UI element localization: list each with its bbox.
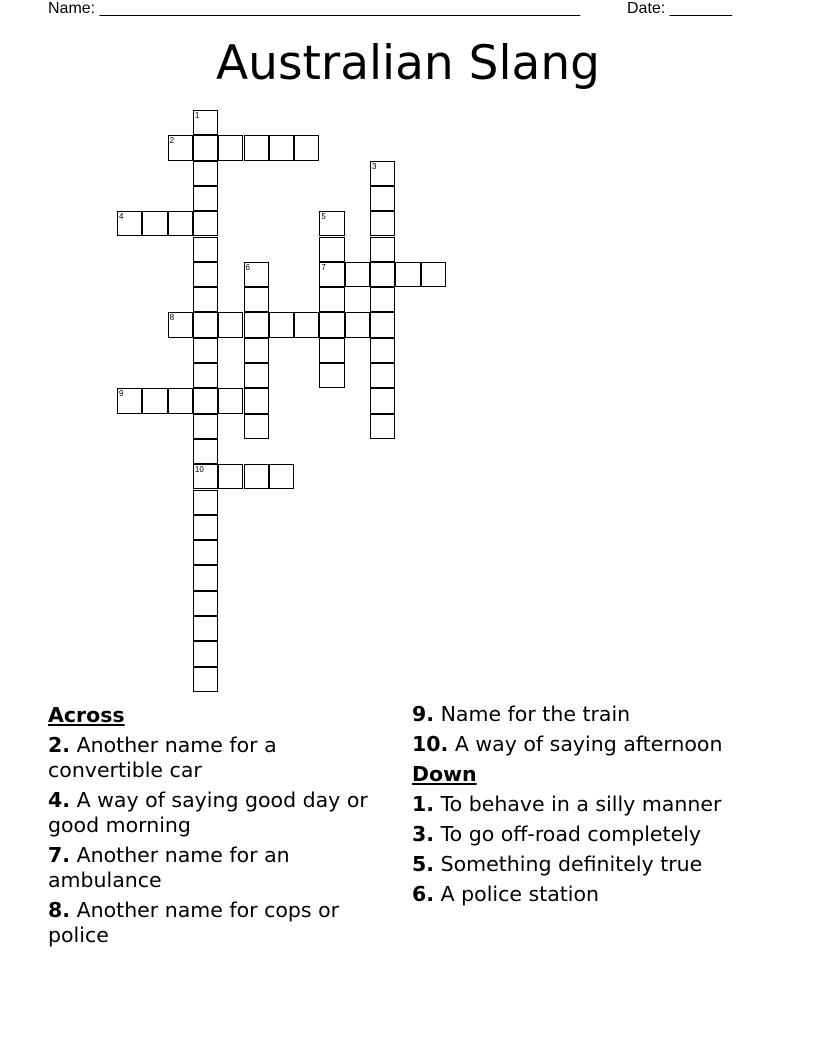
crossword-cell[interactable] <box>294 135 319 160</box>
crossword-cell[interactable] <box>294 312 319 337</box>
crossword-cell[interactable] <box>218 464 243 489</box>
clue-text: Another name for cops or police <box>48 898 340 947</box>
cell-number: 5 <box>321 212 326 222</box>
crossword-cell[interactable] <box>370 262 395 287</box>
crossword-cell[interactable] <box>117 388 142 413</box>
crossword-cell[interactable] <box>193 667 218 692</box>
clue-number: 7. <box>48 843 71 867</box>
crossword-cell[interactable] <box>168 135 193 160</box>
crossword-cell[interactable] <box>370 338 395 363</box>
clue-text: A way of saying good day or good morning <box>48 788 368 837</box>
clue-across-9 <box>412 702 752 727</box>
crossword-cell[interactable] <box>193 540 218 565</box>
cell-number: 2 <box>169 136 175 146</box>
crossword-cell[interactable] <box>218 135 243 160</box>
clue-across-4 <box>48 788 388 838</box>
crossword-cell[interactable] <box>244 414 269 439</box>
crossword-cell[interactable] <box>244 287 269 312</box>
crossword-cell[interactable] <box>193 616 218 641</box>
crossword-cell[interactable] <box>244 388 269 413</box>
crossword-cell[interactable] <box>193 464 218 489</box>
crossword-cell[interactable] <box>395 262 420 287</box>
crossword-cell[interactable] <box>269 312 294 337</box>
clue-across-10 <box>412 732 752 757</box>
clues-left-column <box>48 702 388 953</box>
crossword-cell[interactable] <box>193 312 218 337</box>
clue-text: Name for the train <box>440 702 631 726</box>
crossword-cell[interactable] <box>244 312 269 337</box>
clue-text: Something definitely true <box>440 852 703 876</box>
clue-text: Another name for an ambulance <box>48 843 290 892</box>
crossword-cell[interactable] <box>193 186 218 211</box>
cell-number: 7 <box>321 262 326 272</box>
crossword-cell[interactable] <box>244 338 269 363</box>
clue-down-3 <box>412 822 752 847</box>
clue-across-2 <box>48 733 388 783</box>
crossword-cell[interactable] <box>319 312 344 337</box>
clue-number: 8. <box>48 898 71 922</box>
crossword-cell[interactable] <box>370 211 395 236</box>
crossword-cell[interactable] <box>319 338 344 363</box>
crossword-cell[interactable] <box>193 338 218 363</box>
clue-down-6 <box>412 882 752 907</box>
crossword-cell[interactable] <box>370 312 395 337</box>
clue-text: A way of saying afternoon <box>454 732 723 756</box>
crossword-cell[interactable] <box>269 135 294 160</box>
crossword-cell[interactable] <box>244 363 269 388</box>
clue-number: 3. <box>412 822 435 846</box>
clues-right-column <box>412 702 752 912</box>
clue-number: 1. <box>412 792 435 816</box>
crossword-cell[interactable] <box>142 211 167 236</box>
crossword-cell[interactable] <box>193 363 218 388</box>
cell-number: 4 <box>119 212 124 222</box>
cell-number: 6 <box>245 262 250 272</box>
crossword-cell[interactable] <box>345 312 370 337</box>
cell-number: 9 <box>119 389 124 399</box>
clue-down-1 <box>412 792 752 817</box>
crossword-cell[interactable] <box>168 312 193 337</box>
crossword-cell[interactable] <box>193 414 218 439</box>
crossword-cell[interactable] <box>370 237 395 262</box>
crossword-cell[interactable] <box>193 439 218 464</box>
crossword-cell[interactable] <box>370 186 395 211</box>
crossword-cell[interactable] <box>193 135 218 160</box>
cell-number: 10 <box>194 465 204 475</box>
crossword-cell[interactable] <box>117 211 142 236</box>
clue-number: 6. <box>412 882 435 906</box>
crossword-cell[interactable] <box>193 287 218 312</box>
crossword-cell[interactable] <box>319 262 344 287</box>
name-field-label[interactable]: Name: ______________________________________________________ <box>48 0 581 17</box>
clue-number: 9. <box>412 702 435 726</box>
clue-number: 4. <box>48 788 71 812</box>
crossword-cell[interactable] <box>193 110 218 135</box>
crossword-cell[interactable] <box>244 135 269 160</box>
cell-number: 8 <box>169 313 175 323</box>
crossword-cell[interactable] <box>168 211 193 236</box>
crossword-cell[interactable] <box>319 287 344 312</box>
clue-number: 2. <box>48 733 71 757</box>
crossword-cell[interactable] <box>193 237 218 262</box>
crossword-cell[interactable] <box>193 388 218 413</box>
clue-text: To go off-road completely <box>440 822 702 846</box>
clue-number: 10. <box>412 732 449 756</box>
crossword-cell[interactable] <box>345 262 370 287</box>
cell-number: 1 <box>194 111 200 120</box>
clue-down-5 <box>412 852 752 877</box>
crossword-cell[interactable] <box>421 262 446 287</box>
clue-number: 5. <box>412 852 435 876</box>
crossword-cell[interactable] <box>218 312 243 337</box>
down-heading: Down <box>412 762 477 786</box>
crossword-cell[interactable] <box>370 161 395 186</box>
crossword-cell[interactable] <box>218 388 243 413</box>
clue-across-7 <box>48 843 388 893</box>
across-heading: Across <box>48 703 125 727</box>
crossword-cell[interactable] <box>319 211 344 236</box>
crossword-cell[interactable] <box>269 464 294 489</box>
clue-text: To behave in a silly manner <box>440 792 722 816</box>
crossword-cell[interactable] <box>370 414 395 439</box>
clue-across-8 <box>48 898 388 948</box>
crossword-cell[interactable] <box>193 161 218 186</box>
crossword-cell[interactable] <box>244 464 269 489</box>
cell-number: 3 <box>372 161 377 171</box>
crossword-cell[interactable] <box>193 490 218 515</box>
crossword-cell[interactable] <box>193 262 218 287</box>
crossword-cell[interactable] <box>142 388 167 413</box>
clue-text: Another name for a convertible car <box>48 733 277 782</box>
crossword-cell[interactable] <box>370 388 395 413</box>
crossword-cell[interactable] <box>319 363 344 388</box>
date-field-label[interactable]: Date: _______ <box>627 0 732 17</box>
crossword-cell[interactable] <box>370 363 395 388</box>
crossword-cell[interactable] <box>370 287 395 312</box>
crossword-cell[interactable] <box>244 262 269 287</box>
crossword-cell[interactable] <box>193 565 218 590</box>
crossword-cell[interactable] <box>168 388 193 413</box>
crossword-cell[interactable] <box>193 211 218 236</box>
crossword-cell[interactable] <box>193 591 218 616</box>
clue-text: A police station <box>440 882 600 906</box>
crossword-cell[interactable] <box>193 515 218 540</box>
page-title: Australian Slang <box>216 36 600 91</box>
crossword-cell[interactable] <box>319 237 344 262</box>
crossword-cell[interactable] <box>193 641 218 666</box>
